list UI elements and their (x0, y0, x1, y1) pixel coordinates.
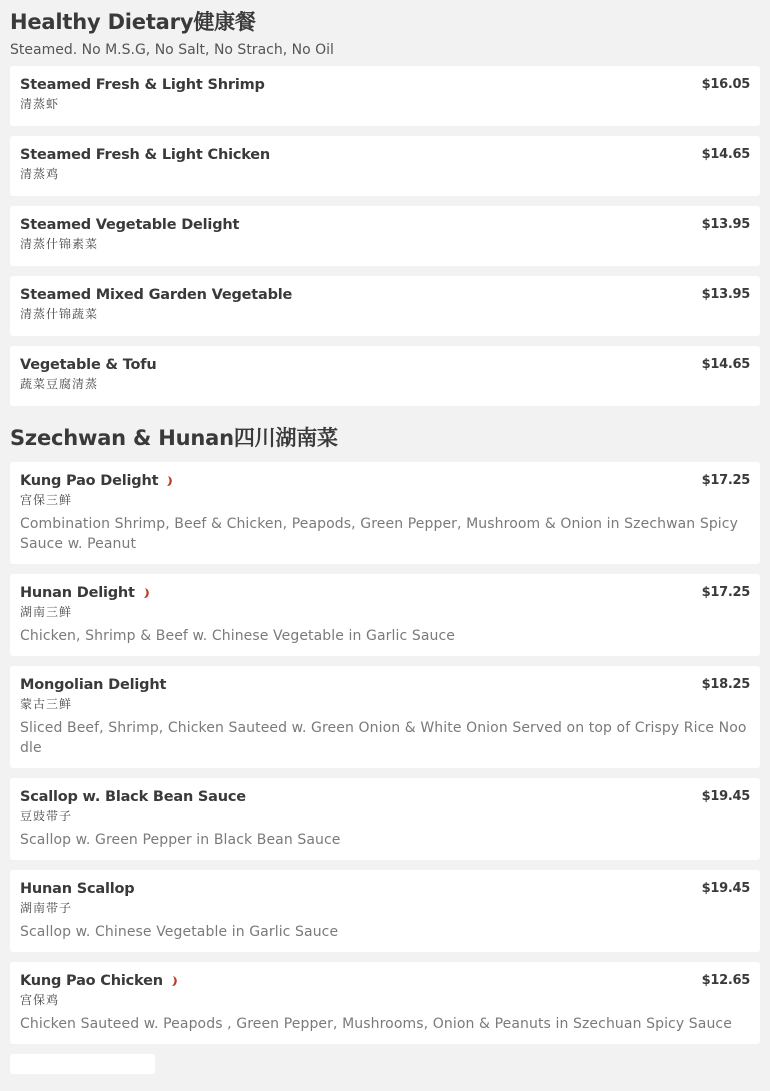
item-chinese-name: 清蒸什锦素菜 (20, 237, 99, 251)
item-price: $18.25 (701, 677, 750, 692)
item-name: Scallop w. Black Bean Sauce (20, 789, 246, 805)
item-chinese-name: 湖南三鲜 (20, 605, 73, 619)
section-title: Healthy Dietary健康餐 (10, 10, 256, 34)
menu-item[interactable] (10, 574, 760, 656)
item-price: $16.05 (701, 77, 750, 92)
item-description: Scallop w. Green Pepper in Black Bean Sauce (20, 832, 341, 848)
item-name-row (20, 972, 179, 990)
item-price: $13.95 (701, 217, 750, 232)
item-name: Hunan Scallop (20, 881, 135, 897)
item-name: Kung Pao Chicken (20, 973, 163, 989)
item-name-row (20, 584, 151, 602)
item-name: Steamed Fresh & Light Shrimp (20, 77, 265, 93)
item-description: Chicken, Shrimp & Beef w. Chinese Vegetable in Garlic Sauce (20, 628, 456, 644)
item-price: $19.45 (701, 881, 750, 896)
item-price: $19.45 (701, 789, 750, 804)
item-chinese-name: 清蒸虾 (20, 97, 60, 111)
menu-item[interactable] (10, 206, 760, 266)
item-price: $14.65 (701, 357, 750, 372)
menu-page (10, 0, 760, 1074)
menu-item[interactable] (10, 778, 760, 860)
item-chinese-name: 清蒸什锦蔬菜 (20, 307, 99, 321)
item-name: Mongolian Delight (20, 677, 167, 693)
chili-pepper-icon (166, 475, 174, 487)
item-chinese-name: 宫保三鲜 (20, 493, 73, 507)
item-price: $14.65 (701, 147, 750, 162)
item-name: Steamed Mixed Garden Vegetable (20, 287, 293, 303)
menu-item[interactable] (10, 870, 760, 952)
item-chinese-name: 蔬菜豆腐清蒸 (20, 377, 99, 391)
item-name-row (20, 472, 174, 490)
menu-item[interactable] (10, 666, 760, 768)
item-chinese-name: 湖南带子 (20, 901, 73, 915)
item-description: Sliced Beef, Shrimp, Chicken Sauteed w. Green Onion & White Onion Served on top of Crispy Rice Noodle (20, 720, 747, 756)
menu-item[interactable] (10, 66, 760, 126)
menu-item-partial[interactable] (10, 1054, 155, 1074)
item-chinese-name: 豆豉带子 (20, 809, 73, 823)
item-name: Hunan Delight (20, 585, 135, 601)
menu-item[interactable] (10, 346, 760, 406)
item-chinese-name: 清蒸鸡 (20, 167, 60, 181)
item-price: $17.25 (701, 585, 750, 600)
section-healthy-dietary (10, 8, 760, 406)
item-description: Scallop w. Chinese Vegetable in Garlic Sauce (20, 924, 339, 940)
item-name: Kung Pao Delight (20, 473, 159, 489)
item-name: Vegetable & Tofu (20, 357, 157, 373)
section-subtitle: Steamed. No M.S.G, No Salt, No Strach, No Oil (10, 42, 334, 58)
section-szechwan-hunan (10, 424, 760, 1074)
menu-item[interactable] (10, 136, 760, 196)
item-name: Steamed Vegetable Delight (20, 217, 240, 233)
chili-pepper-icon (171, 975, 179, 987)
section-title: Szechwan & Hunan四川湖南菜 (10, 426, 338, 450)
menu-item[interactable] (10, 462, 760, 564)
menu-item[interactable] (10, 962, 760, 1044)
item-price: $17.25 (701, 473, 750, 488)
item-description: Combination Shrimp, Beef & Chicken, Peapods, Green Pepper, Mushroom & Onion in Szechwan Spicy Sauce w. Peanut (20, 516, 738, 552)
item-chinese-name: 宫保鸡 (20, 993, 60, 1007)
item-chinese-name: 蒙古三鲜 (20, 697, 73, 711)
item-description: Chicken Sauteed w. Peapods , Green Pepper, Mushrooms, Onion & Peanuts in Szechuan Spicy Sauce (20, 1016, 732, 1032)
item-name: Steamed Fresh & Light Chicken (20, 147, 271, 163)
item-price: $13.95 (701, 287, 750, 302)
menu-item[interactable] (10, 276, 760, 336)
item-price: $12.65 (701, 973, 750, 988)
chili-pepper-icon (143, 587, 151, 599)
